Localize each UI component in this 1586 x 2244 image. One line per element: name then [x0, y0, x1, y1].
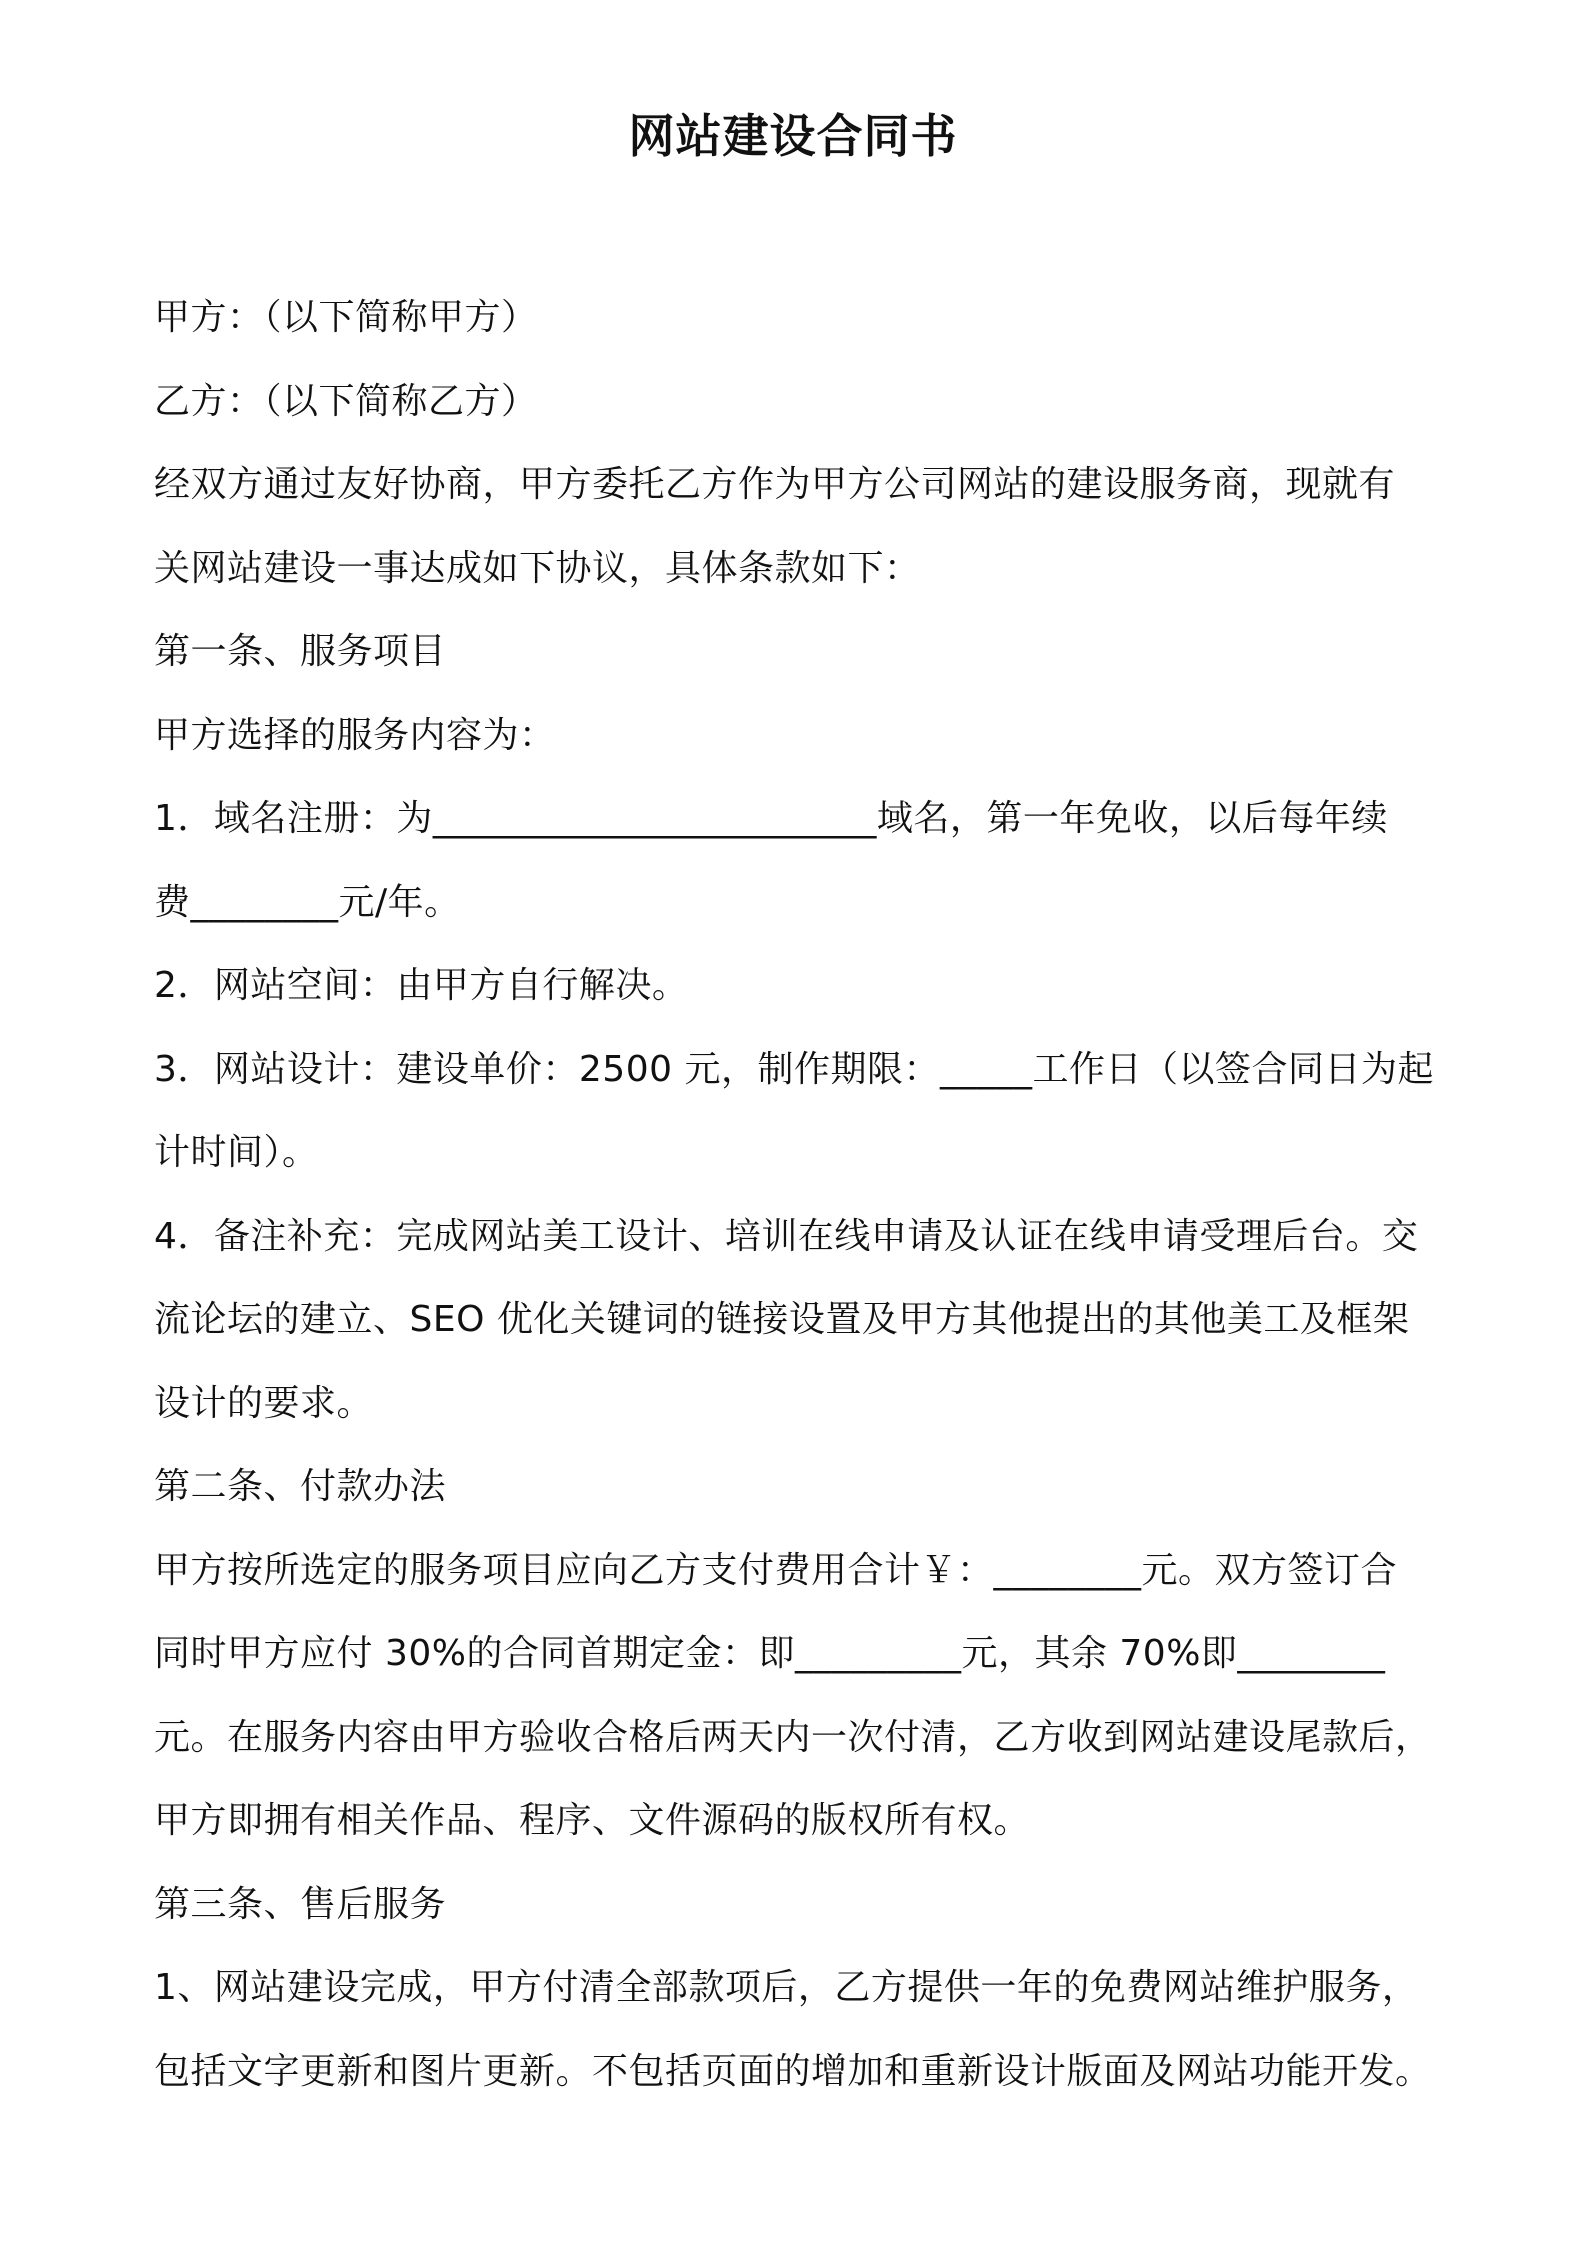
preamble-line: 经双方通过友好协商，甲方委托乙方作为甲方公司网站的建设服务商，现就有 — [154, 464, 1396, 505]
party-b-line: 乙方：（以下简称乙方） — [154, 380, 538, 422]
paragraph-line: 1．域名注册：为________________________域名，第一年免收，以后每年续 — [154, 798, 1388, 839]
paragraph-line: 2．网站空间：由甲方自行解决。 — [154, 965, 689, 1006]
paragraph-line: 1、网站建设完成，甲方付清全部款项后，乙方提供一年的免费网站维护服务， — [154, 1967, 1419, 2008]
paragraph-line: 元。在服务内容由甲方验收合格后两天内一次付清，乙方收到网站建设尾款后， — [154, 1716, 1432, 1758]
paragraph-line: 3．网站设计：建设单价：2500 元，制作期限：_____工作日（以签合同日为起 — [154, 1048, 1434, 1090]
paragraph-line: 计时间）。 — [154, 1132, 319, 1173]
paragraph-line: 包括文字更新和图片更新。不包括页面的增加和重新设计版面及网站功能开发。 — [154, 2050, 1432, 2092]
paragraph-line: 同时甲方应付 30%的合同首期定金：即_________元，其余 70%即________ — [154, 1633, 1386, 1674]
paragraph-line: 甲方选择的服务内容为： — [154, 714, 556, 756]
party-a-line: 甲方：（以下简称甲方） — [154, 297, 538, 338]
paragraph-line: 流论坛的建立、SEO 优化关键词的链接设置及甲方其他提出的其他美工及框架 — [154, 1299, 1410, 1340]
paragraph-line: 甲方按所选定的服务项目应向乙方支付费用合计￥：________元。双方签订合 — [154, 1549, 1398, 1591]
paragraph-line: 甲方即拥有相关作品、程序、文件源码的版权所有权。 — [154, 1800, 1031, 1841]
article-3-heading: 第三条、售后服务 — [154, 1883, 447, 1925]
paragraph-line: 4．备注补充：完成网站美工设计、培训在线申请及认证在线申请受理后台。交 — [154, 1215, 1419, 1257]
article-2-heading: 第二条、付款办法 — [154, 1466, 447, 1507]
document-body — [154, 288, 1444, 2125]
document-title: 网站建设合同书 — [628, 109, 958, 163]
paragraph-line: 费________元/年。 — [154, 881, 461, 923]
preamble-line: 关网站建设一事达成如下协议，具体条款如下： — [154, 547, 921, 589]
article-1-heading: 第一条、服务项目 — [154, 631, 447, 672]
paragraph-line: 设计的要求。 — [154, 1382, 374, 1424]
